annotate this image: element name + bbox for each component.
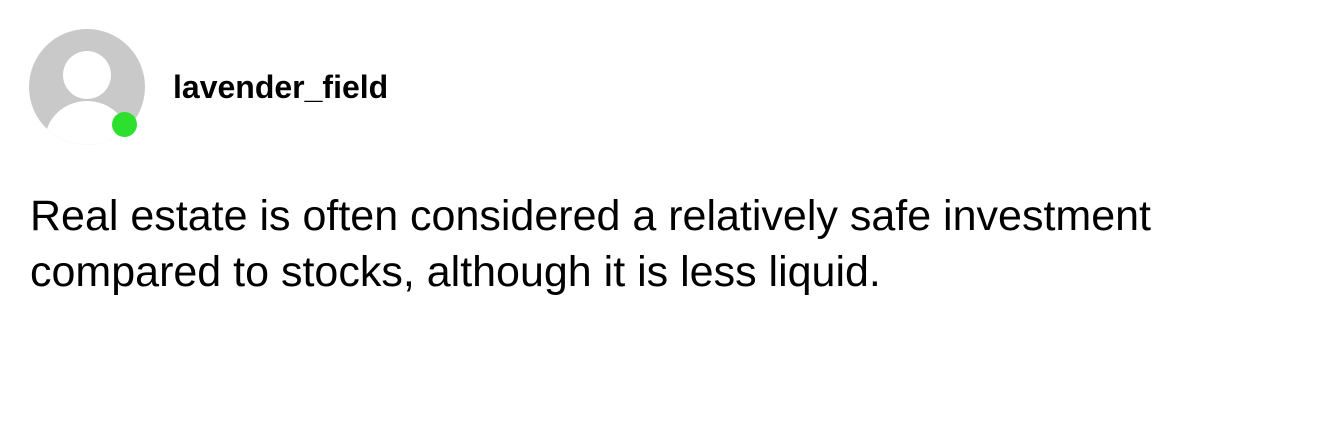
username[interactable]: lavender_field: [173, 69, 389, 105]
online-status-indicator: [112, 112, 137, 137]
post-message: Real estate is often considered a relatively safe investment compared to stocks, although it is less liquid.: [30, 192, 1151, 296]
